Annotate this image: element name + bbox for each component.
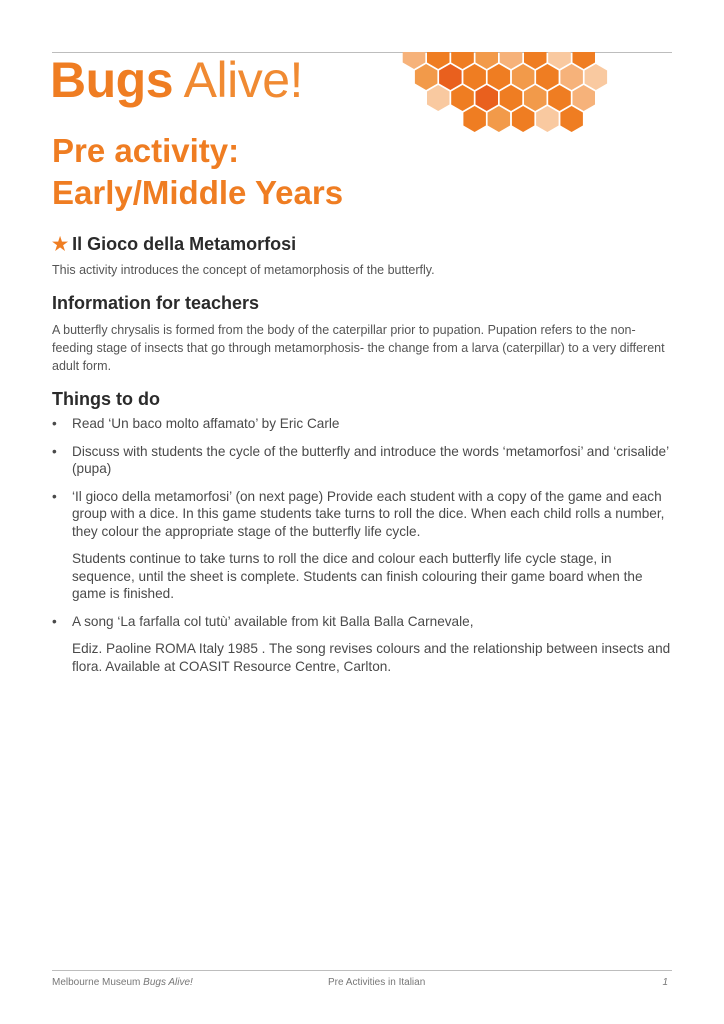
list-item-text: A song ‘La farfalla col tutù’ available from kit Balla Balla Carnevale,: [72, 613, 474, 629]
page-footer: [52, 976, 672, 990]
page-number: 1: [662, 977, 668, 988]
brand-logo: [50, 52, 303, 108]
hexagon-shape: [573, 52, 596, 69]
hexagon-shape: [512, 64, 535, 90]
hexagon-shape: [415, 64, 438, 90]
list-item-text: Discuss with students the cycle of the butterfly and introduce the words ‘metamorfosi’ and ‘crisalide’ (pupa): [72, 443, 669, 476]
hexagon-shape: [548, 85, 571, 111]
hexagon-shape: [427, 52, 450, 69]
list-item-text: Read ‘Un baco molto affamato’ by Eric Carle: [72, 416, 340, 431]
hexagon-shape: [524, 85, 547, 111]
list-item-text: Ediz. Paoline ROMA Italy 1985 . The song revises colours and the relationship between insects and flora. Available at COASIT Resource Centre, Carlton.: [72, 641, 671, 674]
information-heading: Information for teachers: [52, 293, 260, 313]
hexagon-shape: [488, 64, 511, 90]
footer-rule: [52, 970, 672, 971]
brand-light: Alive!: [183, 52, 303, 108]
list-item: [52, 613, 672, 676]
hexagon-shape: [488, 106, 511, 132]
activity-heading: [52, 233, 296, 255]
hexagon-shape: [573, 85, 596, 111]
hexagon-shape: [560, 64, 583, 90]
activity-heading-text: Il Gioco della Metamorfosi: [72, 234, 297, 254]
hexagon-shape: [463, 106, 486, 132]
hexagon-shape: [536, 106, 559, 132]
hexagon-shape: [451, 85, 474, 111]
star-icon: ★: [52, 234, 69, 254]
footer-center: Pre Activities in Italian: [328, 977, 426, 988]
page-title: [52, 130, 343, 214]
hexagon-shape: [512, 106, 535, 132]
activity-intro: This activity introduces the concept of metamorphosis of the butterfly.: [52, 263, 435, 277]
footer-left: [52, 976, 193, 990]
footer-publication: Bugs Alive!: [143, 977, 193, 988]
hexagon-shape: [560, 106, 583, 132]
information-text: A butterfly chrysalis is formed from the body of the caterpillar prior to pupation. Pupation refers to the non-feeding stage of insects that go through metamorphosis- the change from a larva (caterpillar) to a very different adult form.: [52, 323, 665, 373]
things-to-do-heading: Things to do: [52, 389, 160, 409]
hexagon-shape: [524, 52, 547, 69]
footer-publisher: Melbourne Museum: [52, 977, 141, 988]
honeycomb-decoration: [400, 52, 672, 132]
bullet-icon: •: [52, 613, 57, 629]
things-to-do-list: [52, 415, 672, 685]
bullet-icon: •: [52, 488, 57, 504]
title-line-2: Early/Middle Years: [52, 174, 344, 211]
hexagon-shape: [585, 64, 608, 90]
bullet-icon: •: [52, 416, 57, 431]
hexagon-shape: [476, 52, 499, 69]
title-line-1: Pre activity:: [52, 132, 240, 169]
list-item: [52, 488, 672, 603]
hexagon-shape: [476, 85, 499, 111]
list-item: [52, 443, 672, 478]
hexagon-shape: [439, 64, 462, 90]
hexagon-shape: [500, 85, 523, 111]
hexagon-shape: [463, 64, 486, 90]
list-item-text: ‘Il gioco della metamorfosi’ (on next page) Provide each student with a copy of the game and each group with a dice. In this game students take turns to roll the dice. When each child rolls a number, they colour the appropriate stage of the butterfly life cycle.: [72, 488, 665, 539]
list-item-text: Students continue to take turns to roll the dice and colour each butterfly life cycle stage, in sequence, until the sheet is complete. Students can finish colouring their game board when the game is finished.: [72, 551, 643, 601]
hexagon-shape: [427, 85, 450, 111]
brand-bold: Bugs: [50, 52, 173, 108]
list-item: [52, 415, 672, 433]
bullet-icon: •: [52, 443, 57, 459]
hexagon-shape: [536, 64, 559, 90]
